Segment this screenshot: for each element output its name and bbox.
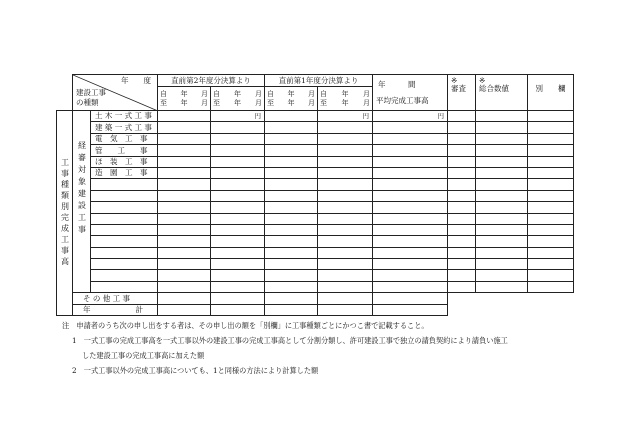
amount-cell[interactable] [211, 167, 265, 178]
amount-cell[interactable] [265, 145, 318, 156]
amount-cell[interactable] [528, 111, 574, 122]
to-row-part: 至 [320, 98, 327, 107]
amount-cell[interactable] [265, 213, 318, 224]
amount-cell[interactable] [476, 133, 528, 144]
amount-cell[interactable] [373, 133, 448, 144]
amount-cell[interactable] [158, 111, 211, 122]
amount-cell[interactable] [158, 293, 211, 304]
work-type-label [91, 270, 158, 281]
kind-label-line2: の種類 [76, 98, 99, 107]
amount-cell[interactable] [448, 270, 476, 281]
amount-cell[interactable] [476, 270, 528, 281]
from-row [318, 90, 372, 99]
amount-cell[interactable] [158, 213, 211, 224]
work-type-label [91, 179, 158, 190]
amount-cell[interactable] [528, 179, 574, 190]
kind-label-line1: 建設工事 [76, 88, 106, 97]
to-row [211, 99, 264, 108]
amount-cell[interactable] [211, 270, 265, 281]
from-row-part: 年 [287, 89, 295, 98]
amount-cell[interactable] [476, 213, 528, 224]
amount-cell[interactable] [448, 247, 476, 258]
amount-cell[interactable] [158, 167, 211, 178]
amount-cell[interactable] [318, 224, 373, 235]
amount-cell[interactable] [476, 156, 528, 167]
note-item2: 2 一式工事以外の完成工事高についても、1と同様の方法により計算した額 [72, 366, 319, 375]
amount-cell[interactable] [373, 145, 448, 156]
work-type-label [91, 190, 158, 201]
table-row [57, 179, 574, 190]
amount-cell[interactable] [318, 304, 373, 315]
amount-cell[interactable] [265, 111, 318, 122]
amount-cell[interactable] [211, 281, 265, 292]
amount-cell[interactable] [448, 202, 476, 213]
table-row [57, 156, 574, 167]
from-row-part: 年 [341, 89, 349, 98]
amount-cell[interactable] [211, 202, 265, 213]
side-label-cell [57, 111, 73, 316]
from-row [265, 90, 317, 99]
amount-cell[interactable] [158, 224, 211, 235]
to-row [265, 99, 317, 108]
remarks-header: 別 欄 [528, 75, 574, 111]
to-row [318, 99, 372, 108]
amount-cell[interactable] [476, 202, 528, 213]
amount-cell[interactable] [158, 236, 211, 247]
work-type-label [91, 281, 158, 292]
amount-cell[interactable] [528, 247, 574, 258]
average-header-line2: 平均完成工事高 [376, 95, 429, 105]
amount-cell[interactable] [318, 247, 373, 258]
amount-cell[interactable] [158, 202, 211, 213]
amount-cell[interactable] [448, 224, 476, 235]
average-header-line1: 年 間 [378, 80, 416, 89]
amount-cell[interactable] [373, 213, 448, 224]
amount-cell[interactable] [318, 179, 373, 190]
amount-cell[interactable] [448, 179, 476, 190]
amount-cell[interactable] [528, 224, 574, 235]
amount-cell[interactable] [373, 281, 448, 292]
amount-cell[interactable] [476, 190, 528, 201]
amount-cell[interactable] [211, 179, 265, 190]
amount-cell[interactable] [265, 179, 318, 190]
amount-cell[interactable] [476, 145, 528, 156]
amount-cell[interactable] [528, 202, 574, 213]
amount-cell[interactable] [265, 133, 318, 144]
from-row-part: 自 [320, 89, 327, 98]
amount-cell[interactable] [318, 281, 373, 292]
from-row-part: 月 [255, 89, 262, 98]
note-item1-line2: した建設工事の完成工事高に加えた額 [82, 351, 205, 360]
work-type-label: 建 築 一 式 工 事 [91, 122, 158, 133]
amount-cell[interactable] [318, 156, 373, 167]
amount-cell[interactable] [211, 236, 265, 247]
amount-cell[interactable] [265, 202, 318, 213]
amount-cell[interactable] [373, 224, 448, 235]
from-row [158, 90, 210, 99]
table-row [57, 236, 574, 247]
amount-cell[interactable] [373, 259, 448, 270]
table-row [57, 202, 574, 213]
side-label: 工事種類別完成工事高 [60, 158, 70, 269]
work-type-label [91, 259, 158, 270]
amount-cell[interactable] [528, 190, 574, 201]
amount-cell[interactable] [448, 111, 476, 122]
audit-side-cell [73, 111, 91, 293]
amount-cell[interactable] [373, 202, 448, 213]
amount-cell[interactable] [528, 122, 574, 133]
amount-cell[interactable] [265, 270, 318, 281]
amount-cell[interactable] [448, 145, 476, 156]
amount-cell[interactable]: 円 [318, 111, 373, 122]
amount-cell[interactable] [211, 259, 265, 270]
amount-cell[interactable] [528, 270, 574, 281]
work-type-label: 管 工 事 [91, 145, 158, 156]
amount-cell[interactable] [448, 167, 476, 178]
amount-cell[interactable] [265, 293, 318, 304]
period-cell-prev2-a [158, 87, 211, 111]
amount-cell[interactable] [318, 270, 373, 281]
table-row [57, 270, 574, 281]
amount-cell[interactable] [265, 259, 318, 270]
note-item1-line1: 1 一式工事の完成工事高を一式工事以外の建設工事の完成工事高として分割分類し、許可建設工事で独立の請負契約により請負い施工 [72, 336, 508, 345]
prev2-year-header: 直前第2年度分決算より [158, 75, 265, 87]
notes-section [62, 318, 622, 378]
work-type-label: 電 気 工 事 [91, 133, 158, 144]
table-row [57, 281, 574, 292]
amount-cell[interactable] [476, 224, 528, 235]
score-header [476, 75, 528, 111]
empty-cell [448, 293, 476, 304]
to-row [158, 99, 210, 108]
amount-cell[interactable] [448, 236, 476, 247]
amount-cell[interactable] [158, 145, 211, 156]
amount-cell[interactable] [373, 293, 448, 304]
amount-cell[interactable] [158, 190, 211, 201]
to-row-part: 至 [160, 98, 167, 107]
amount-cell[interactable] [318, 190, 373, 201]
amount-cell[interactable] [211, 145, 265, 156]
amount-cell[interactable] [448, 190, 476, 201]
amount-cell[interactable] [211, 247, 265, 258]
amount-cell[interactable] [158, 156, 211, 167]
completed-work-table [56, 74, 574, 316]
empty-cell [448, 304, 476, 315]
table-row [57, 259, 574, 270]
prev1-year-header: 直前第1年度分決算より [265, 75, 373, 87]
amount-cell[interactable] [318, 202, 373, 213]
to-row-part: 年 [287, 98, 295, 107]
work-type-label: 造 園 工 事 [91, 167, 158, 178]
amount-cell[interactable] [373, 270, 448, 281]
table-row [57, 213, 574, 224]
amount-cell[interactable] [265, 236, 318, 247]
work-type-label [91, 213, 158, 224]
amount-cell[interactable] [318, 145, 373, 156]
amount-cell[interactable] [318, 213, 373, 224]
amount-cell[interactable] [211, 122, 265, 133]
work-type-label [91, 224, 158, 235]
from-row-part: 月 [363, 89, 370, 98]
year-label: 年 度 [121, 76, 151, 85]
amount-cell[interactable] [476, 167, 528, 178]
amount-cell[interactable] [318, 236, 373, 247]
work-type-label: ほ 装 工 事 [91, 156, 158, 167]
amount-cell[interactable] [448, 213, 476, 224]
amount-cell[interactable]: 円 [373, 111, 448, 122]
amount-cell[interactable] [158, 270, 211, 281]
score-label: 総合数値 [479, 83, 509, 93]
other-work-label: そ の 他 工 事 [73, 293, 158, 304]
amount-cell[interactable] [373, 247, 448, 258]
amount-cell[interactable] [158, 133, 211, 144]
from-row-part: 年 [234, 89, 241, 98]
amount-cell[interactable] [318, 259, 373, 270]
amount-cell[interactable] [211, 213, 265, 224]
amount-cell[interactable] [476, 179, 528, 190]
amount-cell[interactable] [476, 111, 528, 122]
work-type-label [91, 202, 158, 213]
amount-cell[interactable] [158, 281, 211, 292]
table-row [57, 145, 574, 156]
amount-cell[interactable] [158, 247, 211, 258]
to-row-part: 年 [341, 98, 349, 107]
from-row-part: 自 [213, 89, 220, 98]
amount-cell[interactable] [528, 213, 574, 224]
amount-cell[interactable] [318, 122, 373, 133]
amount-cell[interactable] [448, 259, 476, 270]
period-cell-prev2-b [211, 87, 265, 111]
amount-cell[interactable] [318, 167, 373, 178]
amount-cell[interactable] [265, 156, 318, 167]
amount-cell[interactable] [448, 122, 476, 133]
amount-cell[interactable] [373, 156, 448, 167]
table-row [57, 224, 574, 235]
amount-cell[interactable] [318, 293, 373, 304]
amount-cell[interactable] [158, 122, 211, 133]
average-header [373, 75, 448, 111]
amount-cell[interactable] [211, 224, 265, 235]
amount-cell[interactable] [373, 236, 448, 247]
audit-header [448, 75, 476, 111]
amount-cell[interactable] [528, 236, 574, 247]
table-row [57, 122, 574, 133]
amount-cell[interactable] [265, 122, 318, 133]
amount-cell[interactable] [373, 190, 448, 201]
amount-cell[interactable] [448, 156, 476, 167]
period-cell-prev1-b [318, 87, 373, 111]
amount-cell[interactable] [373, 179, 448, 190]
to-row-part: 月 [255, 98, 262, 107]
amount-cell[interactable] [476, 259, 528, 270]
amount-cell[interactable] [158, 179, 211, 190]
empty-cell [528, 293, 574, 304]
to-row-part: 至 [213, 98, 220, 107]
amount-cell[interactable] [373, 122, 448, 133]
amount-cell[interactable] [528, 281, 574, 292]
amount-cell[interactable] [211, 190, 265, 201]
to-row-part: 年 [180, 98, 188, 107]
amount-cell[interactable]: 円 [211, 111, 265, 122]
amount-cell[interactable] [476, 122, 528, 133]
amount-cell[interactable] [265, 281, 318, 292]
to-row-part: 年 [234, 98, 241, 107]
amount-cell[interactable] [373, 304, 448, 315]
amount-cell[interactable] [211, 293, 265, 304]
audit-side-label: 経審対象建設工事 [77, 141, 87, 237]
table-row [57, 304, 574, 315]
empty-cell [528, 304, 574, 315]
table-row [57, 293, 574, 304]
table-row [57, 111, 574, 122]
amount-cell[interactable] [528, 259, 574, 270]
amount-cell[interactable] [265, 190, 318, 201]
amount-cell[interactable] [211, 133, 265, 144]
from-row-part: 年 [180, 89, 188, 98]
amount-cell[interactable] [211, 156, 265, 167]
diagonal-header-cell [73, 75, 158, 111]
amount-cell[interactable] [318, 133, 373, 144]
amount-cell[interactable] [373, 167, 448, 178]
audit-label: 審査 [451, 83, 466, 93]
empty-cell [476, 293, 528, 304]
to-row-part: 月 [308, 98, 315, 107]
table-row [57, 167, 574, 178]
amount-cell[interactable] [265, 247, 318, 258]
amount-cell[interactable] [211, 304, 265, 315]
amount-cell[interactable] [265, 304, 318, 315]
amount-cell[interactable] [528, 145, 574, 156]
from-row-part: 月 [201, 89, 208, 98]
from-row-part: 自 [267, 89, 274, 98]
amount-cell[interactable] [158, 304, 211, 315]
amount-cell[interactable] [448, 281, 476, 292]
amount-cell[interactable] [265, 224, 318, 235]
amount-cell[interactable] [476, 247, 528, 258]
amount-cell[interactable] [528, 167, 574, 178]
from-row-part: 自 [160, 89, 167, 98]
to-row-part: 月 [363, 98, 370, 107]
to-row-part: 月 [201, 98, 208, 107]
from-row-part: 月 [308, 89, 315, 98]
work-type-label [91, 236, 158, 247]
amount-cell[interactable] [265, 167, 318, 178]
work-type-label [91, 247, 158, 258]
audit-mark: ※ [451, 76, 458, 85]
table-row [57, 190, 574, 201]
score-mark: ※ [479, 76, 486, 85]
empty-cell [476, 304, 528, 315]
amount-cell[interactable] [448, 133, 476, 144]
note-main: 注 申請者のうち次の申し出をする者は、その申し出の額を「別欄」に工事種類ごとにかつこ書で記載すること。 [62, 321, 429, 330]
amount-cell[interactable] [528, 156, 574, 167]
amount-cell[interactable] [158, 259, 211, 270]
table-row [57, 133, 574, 144]
amount-cell[interactable] [476, 236, 528, 247]
from-row [211, 90, 264, 99]
amount-cell[interactable] [476, 281, 528, 292]
work-type-label: 土 木 一 式 工 事 [91, 111, 158, 122]
amount-cell[interactable] [528, 133, 574, 144]
period-cell-prev1-a [265, 87, 318, 111]
table-row [57, 247, 574, 258]
annual-total-label: 年 計 [73, 304, 158, 315]
to-row-part: 至 [267, 98, 274, 107]
